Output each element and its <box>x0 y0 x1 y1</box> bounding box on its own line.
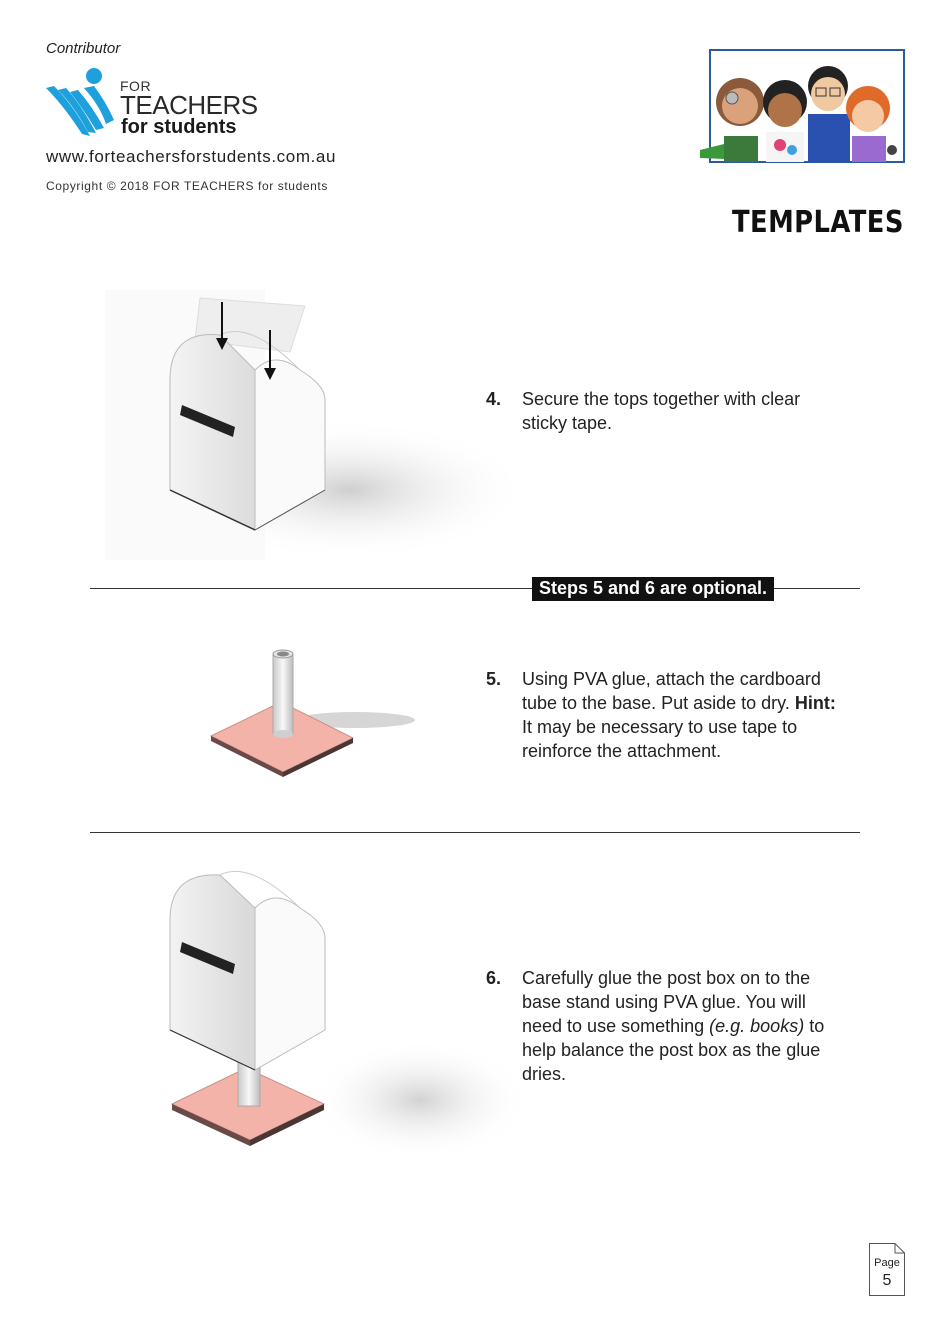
logo-for: FOR <box>120 78 152 94</box>
logo-teachers: TEACHERS <box>120 90 258 120</box>
example-note: (e.g. books) <box>709 1016 805 1036</box>
step-4 <box>486 387 846 435</box>
contributor-label: Contributor <box>46 40 121 57</box>
optional-note: Steps 5 and 6 are optional. <box>532 577 774 601</box>
ftfs-logo-icon <box>44 66 118 140</box>
step-6-number: 6. <box>486 968 502 988</box>
page-number: 5 <box>882 1272 892 1289</box>
page-label: Page <box>874 1257 900 1269</box>
step-5 <box>486 667 846 763</box>
step-6-text: Carefully glue the post box on to the base stand using PVA glue. You will need to use something (e.g. books) to help balance the post box as the glue dries. <box>522 968 825 1084</box>
hint-label: Hint: <box>794 693 836 713</box>
cartoon-kids-illustration <box>680 40 908 168</box>
step-5-number: 5. <box>486 669 502 689</box>
step-4-number: 4. <box>486 389 502 409</box>
logo-for-students: for students <box>121 116 237 138</box>
website-link[interactable]: www.forteachersforstudents.com.au <box>46 147 337 166</box>
tube-base-illustration <box>205 640 425 790</box>
page-title: TEMPLATES <box>732 205 904 240</box>
step-5-text: Using PVA glue, attach the cardboard tube to the base. Put aside to dry. Hint: It may be necessary to use tape to reinforce the attachment. <box>522 669 836 761</box>
step-4-text: Secure the tops together with clear sticky tape. <box>522 389 801 433</box>
step-6 <box>486 966 846 1086</box>
postbox-tops-illustration <box>100 280 530 570</box>
copyright-notice: Copyright © 2018 FOR TEACHERS for students <box>46 179 328 193</box>
section-divider <box>90 832 860 833</box>
ftfs-logo <box>44 66 284 142</box>
page-number-tab <box>869 1243 905 1296</box>
assembled-postbox-illustration <box>160 860 530 1170</box>
